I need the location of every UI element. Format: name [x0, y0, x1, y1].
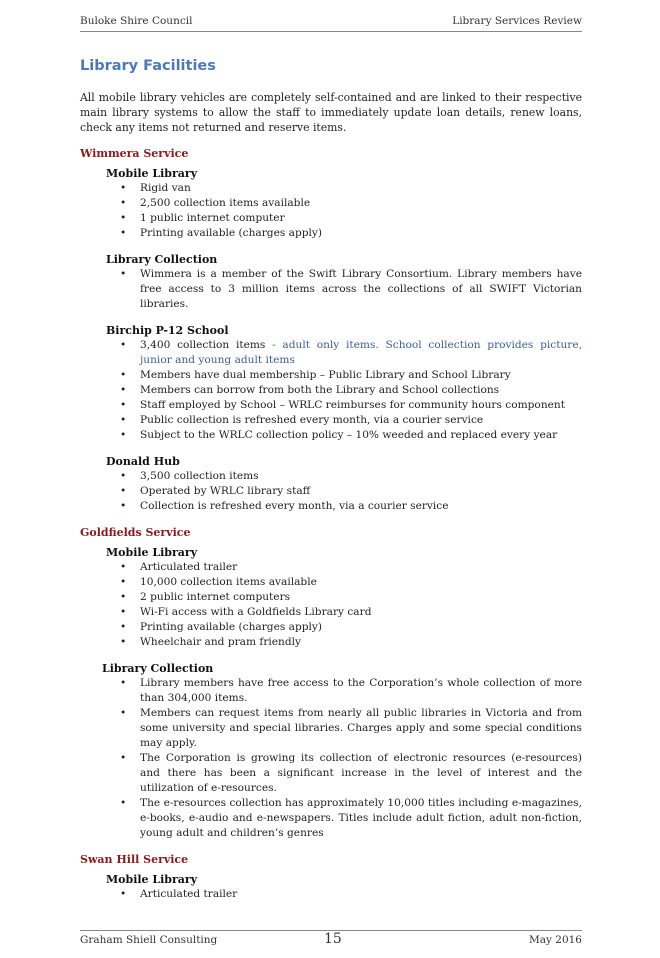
bullet-icon: • — [120, 369, 127, 381]
footer-date: May 2016 — [528, 934, 582, 946]
bullet-icon: • — [120, 636, 127, 648]
wimmera-mobile-title: Mobile Library — [106, 167, 198, 180]
bullet-icon: • — [120, 268, 127, 280]
list-item: • Wimmera is a member of the Swift Library Consortium. Library members have free access to 3 million items across the collections of all SWIFT Victorian libraries. — [120, 268, 582, 310]
header-document-title: Library Services Review — [452, 15, 582, 27]
wimmera-mobile-list — [120, 181, 582, 241]
goldfields-collection-title: Library Collection — [102, 662, 214, 675]
list-item: • Staff employed by School – WRLC reimburses for community hours component — [120, 399, 565, 411]
bullet-icon: • — [120, 399, 127, 411]
bullet-icon: • — [120, 227, 127, 239]
bullet-icon: • — [120, 182, 127, 194]
bullet-icon: • — [120, 197, 127, 209]
wimmera-collection-section — [106, 253, 582, 312]
goldfields-mobile-list — [120, 560, 582, 650]
donald-section — [106, 455, 582, 514]
birchip-list — [120, 338, 582, 368]
list-item: • The Corporation is growing its collection of electronic resources (e-resources) and there has been a significant increase in the level of interest and the utilization of e-resources. — [120, 752, 582, 794]
list-item: • Operated by WRLC library staff — [120, 485, 311, 497]
goldfields-mobile-section — [106, 546, 582, 650]
wimmera-mobile-section — [106, 167, 582, 241]
list-item: • 2,500 collection items available — [120, 197, 311, 209]
list-item: • 10,000 collection items available — [120, 576, 317, 588]
wimmera-collection-title: Library Collection — [106, 253, 218, 266]
list-item: • Public collection is refreshed every month, via a courier service — [120, 414, 484, 426]
bullet-icon: • — [120, 576, 127, 588]
intro-paragraph: All mobile library vehicles are completely self-contained and are linked to their respective main library systems to allow the staff to immediately update loan details, renew loans, check any items not returned and reserve items. — [80, 91, 582, 134]
page-number: 15 — [324, 931, 342, 947]
list-item: • 1 public internet computer — [120, 212, 285, 224]
bullet-icon: • — [120, 485, 127, 497]
bullet-icon: • — [120, 384, 127, 396]
list-item: • Articulated trailer — [120, 888, 238, 900]
list-item: • Collection is refreshed every month, via a courier service — [120, 500, 449, 512]
bullet-icon: • — [120, 797, 127, 809]
birchip-list-rest — [120, 368, 582, 443]
list-item: • Rigid van — [120, 182, 191, 194]
page-content — [80, 58, 582, 914]
bullet-icon: • — [120, 606, 127, 618]
page-title: Library Facilities — [80, 58, 216, 74]
bullet-icon: • — [120, 414, 127, 426]
list-item: • Members can borrow from both the Library and School collections — [120, 384, 500, 396]
birchip-section — [106, 324, 582, 443]
donald-title: Donald Hub — [106, 455, 180, 468]
header-organisation: Buloke Shire Council — [80, 15, 193, 27]
wimmera-collection-list — [120, 267, 582, 312]
page-header — [80, 14, 582, 32]
list-item: • Members can request items from nearly all public libraries in Victoria and from some university and special libraries. Charges apply and some special conditions may apply. — [120, 707, 582, 749]
list-item: • Library members have free access to the Corporation’s whole collection of more than 304,000 items. — [120, 677, 582, 704]
list-item: • 3,500 collection items — [120, 470, 259, 482]
bullet-icon: • — [120, 561, 127, 573]
bullet-icon: • — [120, 621, 127, 633]
goldfields-mobile-title: Mobile Library — [106, 546, 198, 559]
list-item: • 3,400 collection items - adult only items. School collection provides picture, junior and young adult items — [120, 339, 582, 366]
bullet-icon: • — [120, 212, 127, 224]
list-item: • The e-resources collection has approximately 10,000 titles including e-magazines, e-books, e-audio and e-newspapers. Titles include adult fiction, adult non-fiction, young adult and children’s genres — [120, 797, 582, 839]
swanhill-mobile-section — [106, 873, 582, 902]
bullet-icon: • — [120, 470, 127, 482]
goldfields-collection-list — [120, 676, 582, 841]
swanhill-mobile-title: Mobile Library — [106, 873, 198, 886]
list-item: • Printing available (charges apply) — [120, 621, 323, 633]
list-item: • 2 public internet computers — [120, 591, 291, 603]
bullet-icon: • — [120, 591, 127, 603]
bullet-icon: • — [120, 888, 127, 900]
list-item: • Members have dual membership – Public Library and School Library — [120, 369, 511, 381]
bullet-icon: • — [120, 500, 127, 512]
bullet-icon: • — [120, 752, 127, 764]
list-item: • Articulated trailer — [120, 561, 238, 573]
wimmera-heading: Wimmera Service — [80, 147, 189, 160]
birchip-title: Birchip P-12 School — [106, 324, 229, 337]
donald-list — [120, 469, 582, 514]
list-item: • Subject to the WRLC collection policy – 10% weeded and replaced every year — [120, 429, 558, 441]
goldfields-collection-section — [102, 662, 582, 841]
bullet-icon: • — [120, 707, 127, 719]
list-item: • Wi-Fi access with a Goldfields Library card — [120, 606, 372, 618]
goldfields-heading: Goldfields Service — [80, 526, 191, 539]
bullet-icon: • — [120, 677, 127, 689]
bullet-icon: • — [120, 339, 127, 351]
footer-author: Graham Shiell Consulting — [80, 934, 218, 946]
list-item: • Printing available (charges apply) — [120, 227, 323, 239]
swanhill-mobile-list — [120, 887, 582, 902]
page-footer — [80, 930, 582, 950]
bullet-icon: • — [120, 429, 127, 441]
swanhill-heading: Swan Hill Service — [80, 853, 189, 866]
list-item: • Wheelchair and pram friendly — [120, 636, 302, 648]
